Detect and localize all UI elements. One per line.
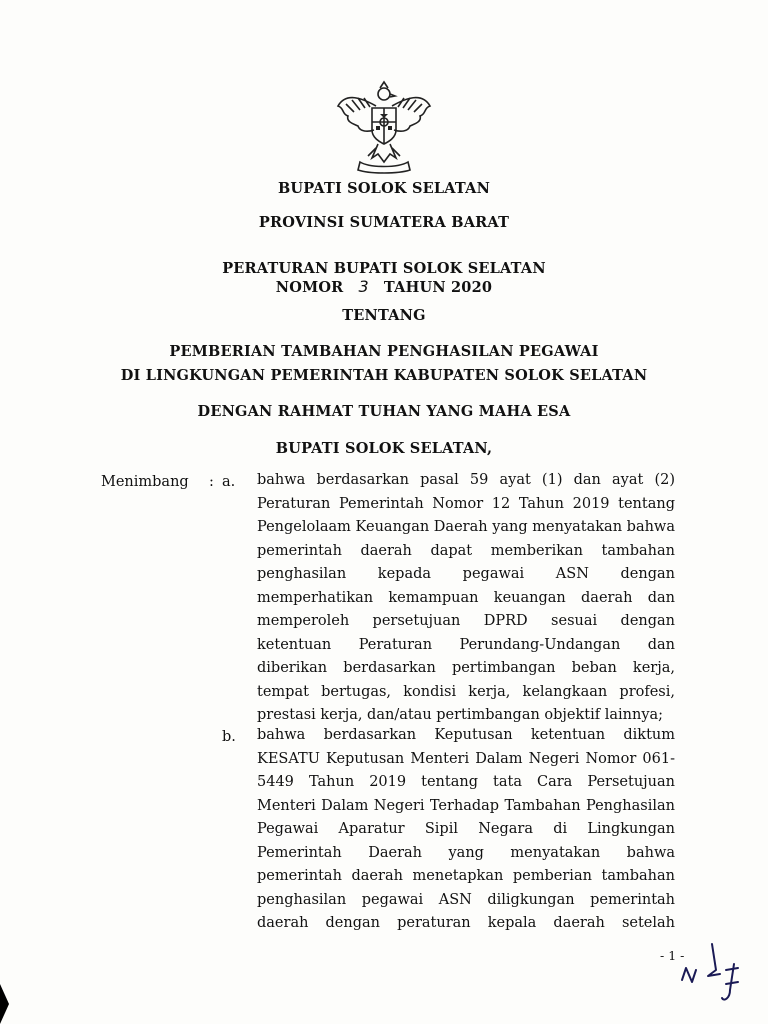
regent-title: BUPATI SOLOK SELATAN (277, 180, 491, 197)
invocation: DENGAN RAHMAT TUHAN YANG MAHA ESA (197, 403, 571, 420)
tahun-label: TAHUN 2020 (383, 279, 493, 296)
item-a-letter: a. (222, 474, 236, 490)
menimbang-label: Menimbang (101, 474, 189, 490)
nomor-value: 3 (358, 277, 369, 296)
text-line: bahwa berdasarkan Keputusan ketentuan diktum (257, 727, 675, 743)
text-line: daerah dengan peraturan kepala daerah setelah (257, 915, 675, 931)
text-line: Pegawai Aparatur Sipil Negara di Lingkungan (257, 821, 675, 837)
text-line: Menteri Dalam Negeri Terhadap Tambahan Penghasilan (257, 797, 675, 814)
text-line: Pengelolaam Keuangan Daerah yang menyatakan bahwa (257, 519, 675, 535)
authority-heading: BUPATI SOLOK SELATAN, (275, 440, 493, 457)
text-line: prestasi kerja, dan/atau pertimbangan objektif lainnya; (257, 707, 664, 723)
item-b-letter: b. (222, 729, 236, 745)
page-number: - 1 - (660, 948, 685, 963)
text-line: bahwa berdasarkan pasal 59 ayat (1) dan ayat (2) (257, 472, 675, 488)
text-line: ketentuan Peraturan Perundang-Undangan dan (257, 636, 675, 653)
scan-edge-mark (0, 984, 9, 1024)
text-line: pemerintah daerah dapat memberikan tambahan (257, 542, 675, 559)
handwritten-initials-icon (674, 940, 764, 1020)
text-line: Peraturan Pemerintah Nomor 12 Tahun 2019 tentang (257, 495, 675, 512)
garuda-emblem-icon (332, 78, 436, 178)
nomor-label: NOMOR (275, 279, 344, 296)
text-line: memperhatikan kemampuan keuangan daerah dan (257, 589, 675, 606)
text-line: KESATU Keputusan Menteri Dalam Negeri Nomor 061- (257, 750, 675, 767)
text-line: penghasilan kepada pegawai ASN dengan (257, 566, 675, 582)
subject-line-1: PEMBERIAN TAMBAHAN PENGHASILAN PEGAWAI (169, 343, 599, 360)
text-line: diberikan berdasarkan pertimbangan beban kerja, (257, 660, 675, 676)
province-title: PROVINSI SUMATERA BARAT (258, 214, 510, 231)
text-line: 5449 Tahun 2019 tentang tata Cara Persetujuan (257, 774, 675, 790)
text-line: pemerintah daerah menetapkan pemberian tambahan (257, 868, 675, 884)
text-line: penghasilan pegawai ASN diligkungan pemerintah (257, 891, 675, 908)
text-line: memperoleh persetujuan DPRD sesuai dengan (257, 613, 675, 629)
menimbang-colon: : (209, 474, 214, 490)
consideration-item-b (257, 724, 675, 936)
subject-line-2: DI LINGKUNGAN PEMERINTAH KABUPATEN SOLOK SELATAN (120, 367, 648, 384)
text-line: tempat bertugas, kondisi kerja, kelangkaan profesi, (257, 683, 675, 700)
text-line: Pemerintah Daerah yang menyatakan bahwa (257, 844, 675, 861)
regulation-number (0, 277, 768, 296)
regulation-title: PERATURAN BUPATI SOLOK SELATAN (222, 260, 546, 277)
consideration-item-a (257, 469, 675, 728)
tentang-heading: TENTANG (342, 307, 426, 324)
